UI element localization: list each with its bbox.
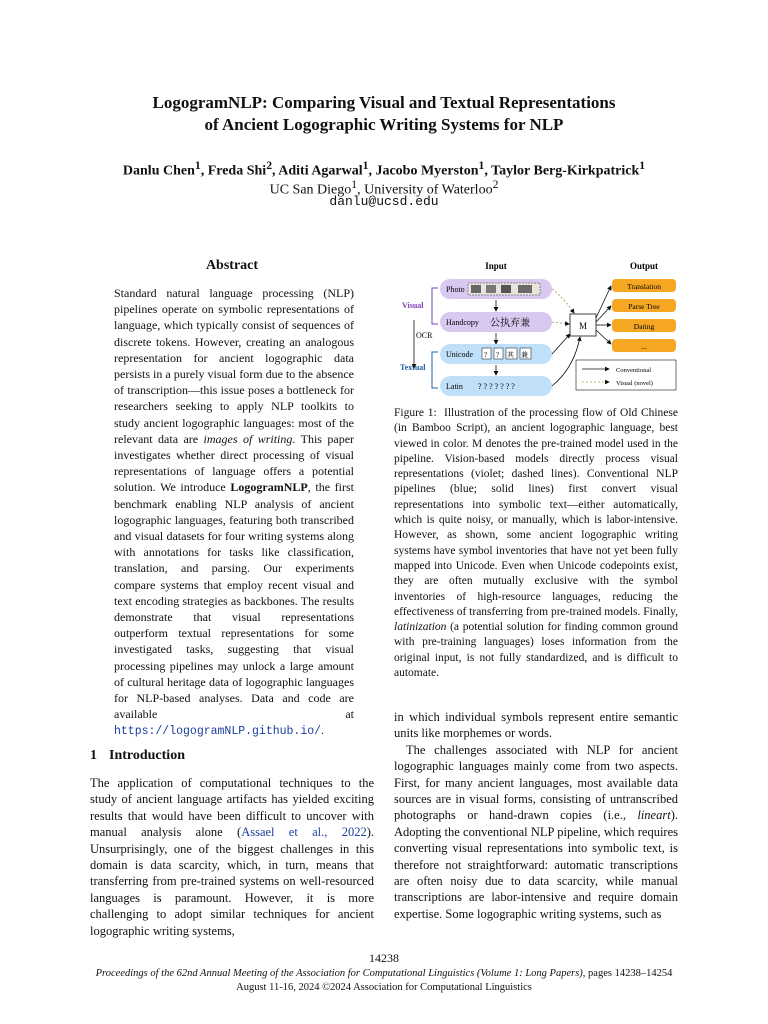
pipeline-figure — [394, 258, 678, 398]
legend-visual: Visual (novel) — [616, 380, 653, 387]
author: Freda Shi — [207, 163, 267, 179]
abstract-heading: Abstract — [205, 258, 259, 273]
svg-text:Dating: Dating — [633, 322, 655, 331]
svg-text:Translation: Translation — [627, 282, 661, 291]
latin-label: Latin — [446, 382, 463, 391]
input-label: Input — [485, 261, 507, 271]
paper-title: LogogramNLP: Comparing Visual and Textual Representations of Ancient Logographic Writing Systems for NLP — [152, 93, 616, 134]
svg-text:Parse Tree: Parse Tree — [628, 302, 660, 311]
affiliations: UC San Diego$^1$, University of Waterloo$^2$ — [269, 178, 499, 198]
handcopy-glyphs: 公执弃兼 — [490, 318, 530, 329]
latin-value: ? ? ? ? ? ? ? — [478, 382, 515, 391]
page-number: 14238 — [369, 951, 399, 965]
photo-label: Photo — [446, 285, 465, 294]
photo-glyphs — [471, 285, 532, 293]
model-label: M — [578, 321, 588, 331]
svg-text:?: ? — [484, 351, 488, 359]
intro-paragraph: The application of computational techniques to the study of ancient language artifacts has yielded exciting results that would have been difficult to uncover with manual analysis alone (Assael et al., 2022). Unsurprisingly, one of the biggest challenges in this domain is data scarcity, which, in turn, means that transferring from pre-trained systems on well-resourced languages is paramount. However, it is more challenging to adopt similar techniques for ancient logographic writing systems, — [90, 776, 374, 938]
abstract-body: Standard natural language processing (NLP) pipelines operate on symbolic representations of language, which typically consist of sequences of discrete tokens. However, creating an analogous representation for ancient logographic data persists in a purely visual form due to the absence of transcription—this issue poses a bottleneck for researchers seeking to apply NLP toolkits to study ancient logographic languages: most of the relevant data are images of writing. This paper investigates whether direct processing of visual representations of language offers a potential solution. We introduce LogogramNLP, the first benchmark enabling NLP analysis of ancient logographic languages, featuring both transcribed and visual datasets for four writing systems along with annotations for tasks like classification, translation, and parsing. Our experiments compare systems that employ recent visual and text encoding strategies as backbones. The results demonstrate that visual representations outperform textual representations for some investigated tasks, suggesting that visual processing pipelines may unlock a large amount of cultural heritage data of logographic languages for NLP-based analyses. Data and code are available at https://logogramNLP.github.io/. — [114, 286, 355, 739]
textual-label: Textual — [400, 363, 426, 372]
author: Jacobo Myerston — [375, 163, 479, 179]
section-heading: 1 Introduction — [90, 748, 185, 763]
intro-continued: in which individual symbols represent entire semantic units like morphemes or words. The challenges associated with NLP for ancient logographic languages mainly come from two aspects. First, for many ancient languages, most available data sources are in visual forms, consisting of untranscribed photographs or hand-drawn copies (i.e., lineart). Adopting the conventional NLP pipeline, which requires converting visual representations into symbolic text, is therefore not straightforward: automatic transcriptions are often noisy due to data scarcity, while manual transcriptions are labor-intensive and require domain expertise. Some logographic writing systems, such as — [394, 710, 678, 921]
code-link[interactable]: https://logogramNLP.github.io/ — [114, 725, 322, 739]
textual-bracket — [432, 352, 438, 388]
unicode-label: Unicode — [446, 350, 474, 359]
citation-link[interactable]: Assael et al., 2022 — [241, 825, 367, 840]
unicode-glyph-boxes — [482, 348, 531, 359]
ocr-label: OCR — [416, 331, 433, 340]
svg-text:?: ? — [496, 351, 500, 359]
copyright-footer: August 11-16, 2024 ©2024 Association for Computational Linguistics — [236, 982, 532, 993]
svg-text:...: ... — [641, 342, 647, 351]
author-email[interactable]: danlu@ucsd.edu — [329, 194, 439, 209]
output-label: Output — [629, 261, 659, 271]
svg-text:兼: 兼 — [521, 351, 528, 359]
handcopy-label: Handcopy — [446, 318, 479, 327]
author-list: Danlu Chen$^1$, Freda Shi$^2$, Aditi Agarwal$^1$, Jacobo Myerston$^1$, Taylor Berg-Kirkpatrick$^1$ — [122, 159, 646, 179]
svg-text:其: 其 — [507, 351, 514, 359]
legend-conventional: Conventional — [616, 367, 652, 374]
figure-caption: Figure 1: Illustration of the processing flow of Old Chinese (in Bamboo Script), an ancient logographic language, best viewed in color. M denotes the pre-trained model used in the pipeline. Vision-based models directly process visual representations (violet; dashed lines). Conventional NLP pipelines (blue; solid lines) first convert visual representations into symbolic text—either automatically, which is quite noisy, or manually, which is labor-intensive. However, as shown, some ancient logographic writing systems have symbol inventories that have not yet been fully mapped into Unicode. Even when Unicode codepoints exist, they are often mutually exclusive with the symbol inventories of high-resource languages, reducing the effectiveness of transferring from pre-trained models. Finally, latinization (a potential solution for finding common ground with pre-training languages) loses information from the original input, is not fully standardized, and is difficult to automate. — [394, 407, 678, 680]
author: Taylor Berg-Kirkpatrick — [491, 163, 640, 179]
author: Aditi Agarwal — [278, 163, 363, 179]
visual-label: Visual — [402, 301, 424, 310]
visual-bracket — [432, 288, 438, 324]
author: Danlu Chen — [122, 163, 195, 179]
proceedings-footer: Proceedings of the 62nd Annual Meeting of the Association for Computational Linguistics (Volume 1: Long Papers), pages 14238–14254 — [95, 968, 673, 979]
